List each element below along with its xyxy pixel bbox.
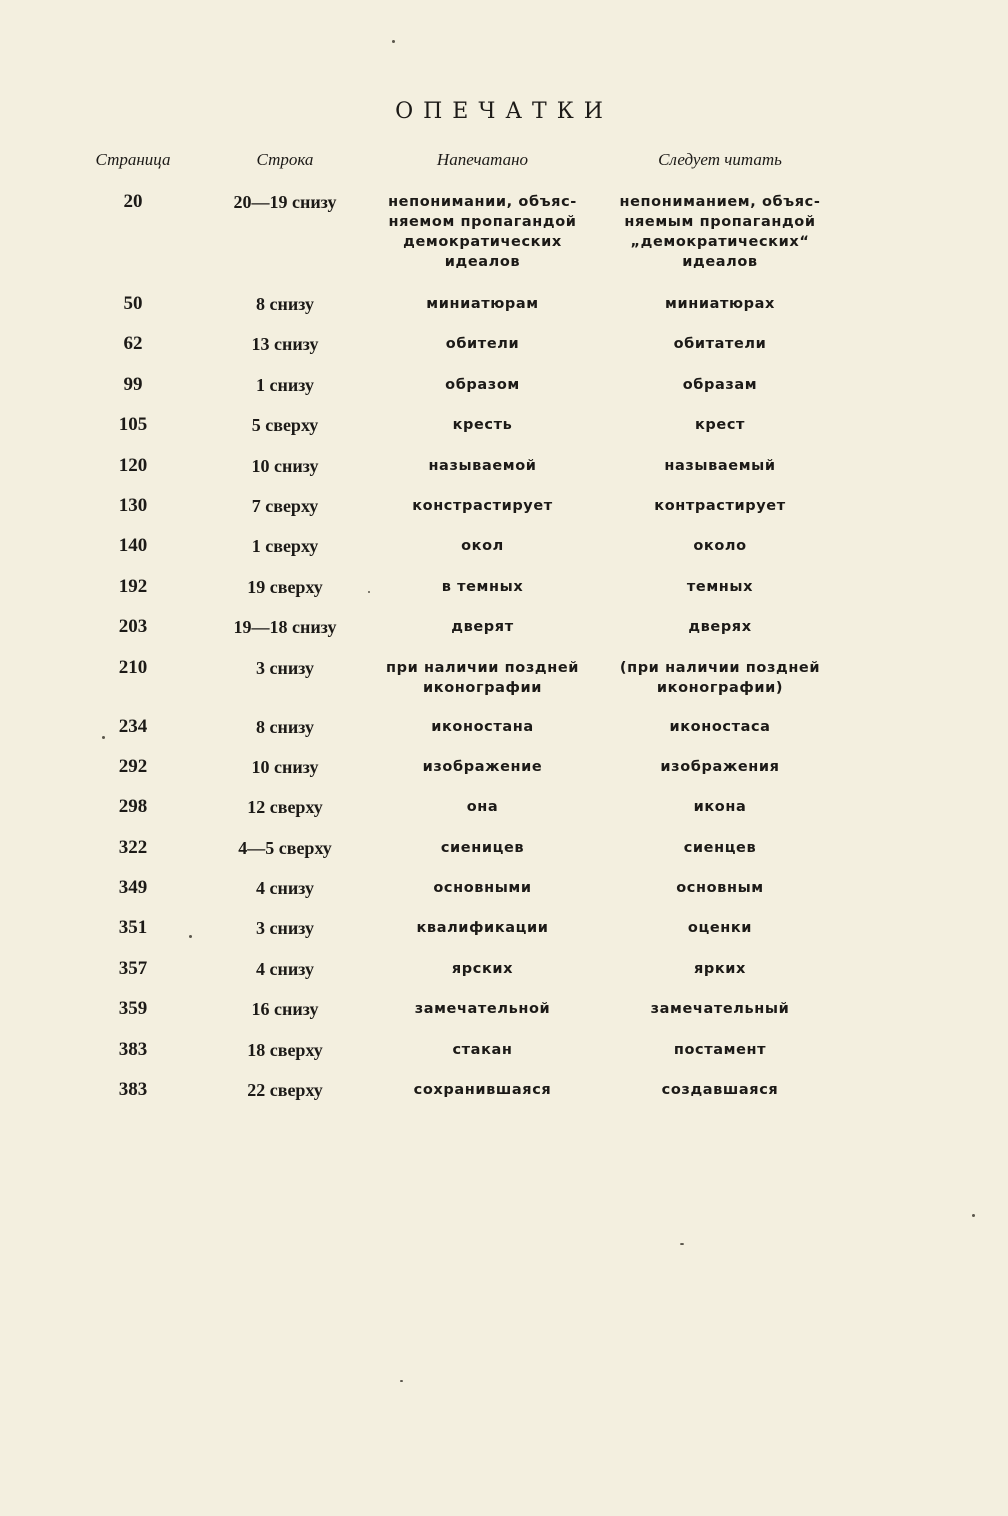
printed-text: основными xyxy=(433,880,532,897)
line-reference: 16 снизу xyxy=(251,999,319,1020)
table-row xyxy=(0,1078,1008,1118)
correct-text: иконостаса xyxy=(669,718,771,735)
printed-text: констрастирует xyxy=(412,497,553,514)
table-row xyxy=(0,836,1008,876)
table-row xyxy=(0,795,1008,835)
table-row xyxy=(0,715,1008,755)
printed-text: миниатюрам xyxy=(426,296,539,312)
header-printed: Напечатано xyxy=(436,150,529,169)
printed-text: иконостана xyxy=(431,718,534,735)
table-row xyxy=(0,656,1008,715)
line-reference: 5 сверху xyxy=(251,415,319,436)
table-row xyxy=(0,534,1008,574)
correct-text: миниатюрах xyxy=(665,296,775,312)
page-number: 383 xyxy=(118,1038,148,1060)
line-reference: 4—5 сверху xyxy=(238,837,332,858)
printed-text: стакан xyxy=(452,1041,513,1058)
page-number: 292 xyxy=(118,755,148,777)
scan-speck xyxy=(102,736,105,739)
printed-text: квалификации xyxy=(416,920,549,937)
printed-text: замечательной xyxy=(414,1001,551,1018)
header-line: Строка xyxy=(256,150,314,169)
printed-text: образом xyxy=(445,376,520,393)
line-reference: 10 снизу xyxy=(251,756,319,777)
scan-speck xyxy=(972,1214,975,1217)
line-reference: 18 сверху xyxy=(247,1039,323,1060)
page-number: 322 xyxy=(118,836,148,858)
scan-speck xyxy=(680,1243,684,1245)
header-page: Страница xyxy=(95,150,171,169)
page-number: 120 xyxy=(118,454,148,476)
correct-text: дверях xyxy=(688,619,752,636)
scan-speck xyxy=(189,935,192,938)
printed-text: дверят xyxy=(451,619,514,636)
line-reference: 3 снизу xyxy=(255,918,315,939)
page-number: 20 xyxy=(123,191,143,212)
line-reference: 22 сверху xyxy=(247,1080,323,1101)
printed-text: сохранившаяся xyxy=(413,1082,552,1099)
line-reference: 10 снизу xyxy=(251,455,319,476)
table-row xyxy=(0,876,1008,916)
correct-text: обитатели xyxy=(673,336,767,353)
line-reference: 13 снизу xyxy=(251,334,319,355)
page-number: 50 xyxy=(123,293,143,314)
correct-text: около xyxy=(693,538,747,555)
table-row xyxy=(0,957,1008,997)
page-number: 99 xyxy=(123,373,143,395)
line-reference: 12 сверху xyxy=(247,797,323,818)
printed-text: окол xyxy=(461,538,504,555)
scan-speck xyxy=(400,1380,403,1382)
table-row xyxy=(0,997,1008,1037)
table-row xyxy=(0,755,1008,795)
page-number: 62 xyxy=(123,333,143,355)
table-row xyxy=(0,190,1008,292)
correct-text: крест xyxy=(694,417,746,434)
correct-text: сиенцев xyxy=(683,839,757,856)
line-reference: 3 снизу xyxy=(255,657,315,678)
page-number: 210 xyxy=(118,656,148,678)
correct-text: называемый xyxy=(664,457,776,474)
line-reference: 19 сверху xyxy=(247,576,323,597)
header-correct: Следует читать xyxy=(658,150,782,169)
page-number: 140 xyxy=(118,535,148,557)
correct-text: оценки xyxy=(687,920,753,937)
table-row xyxy=(0,916,1008,956)
table-header xyxy=(0,150,1008,176)
line-reference: 1 снизу xyxy=(255,374,315,395)
printed-text: обители xyxy=(445,336,520,353)
table-row xyxy=(0,575,1008,615)
printed-text: называемой xyxy=(428,457,537,474)
printed-text: непонимании, объяс- няемом пропагандой демократических идеалов xyxy=(388,194,577,270)
page-number: 298 xyxy=(118,796,148,818)
printed-text: она xyxy=(466,799,499,816)
table-row xyxy=(0,292,1008,332)
page-number: 383 xyxy=(118,1079,148,1101)
correct-text: икона xyxy=(693,799,747,816)
printed-text: сиеницев xyxy=(440,839,525,856)
printed-text: в темных xyxy=(441,578,524,595)
page-number: 105 xyxy=(118,414,148,436)
page-title: ОПЕЧАТКИ xyxy=(395,99,613,124)
printed-text: кресть xyxy=(452,417,513,434)
line-reference: 1 сверху xyxy=(251,536,319,557)
line-reference: 19—18 снизу xyxy=(233,617,337,638)
page-number: 357 xyxy=(118,957,148,979)
page-number: 359 xyxy=(118,998,148,1020)
correct-text: постамент xyxy=(673,1041,767,1058)
correct-text: контрастирует xyxy=(654,497,786,514)
line-reference: 4 снизу xyxy=(255,878,315,899)
table-row xyxy=(0,332,1008,372)
line-reference: 8 снизу xyxy=(255,716,315,737)
correct-text: создавшаяся xyxy=(661,1082,779,1099)
table-row xyxy=(0,615,1008,655)
table-row xyxy=(0,494,1008,534)
page-number: 130 xyxy=(118,494,148,516)
scan-speck xyxy=(368,591,370,593)
correct-text: образам xyxy=(682,376,758,393)
page-number: 234 xyxy=(118,715,148,737)
correct-text: (при наличии поздней иконографии) xyxy=(619,659,821,696)
printed-text: при наличии поздней иконографии xyxy=(385,659,580,696)
errata-table-body xyxy=(0,190,1008,1118)
line-reference: 8 снизу xyxy=(255,294,315,314)
line-reference: 20—19 снизу xyxy=(233,192,337,212)
page-number: 192 xyxy=(118,575,148,597)
line-reference: 4 снизу xyxy=(255,958,315,979)
correct-text: изображения xyxy=(660,758,780,775)
correct-text: основным xyxy=(676,880,764,897)
correct-text: темных xyxy=(686,578,754,595)
printed-text: ярских xyxy=(451,960,514,977)
page-number: 349 xyxy=(118,877,148,899)
table-row xyxy=(0,373,1008,413)
correct-text: ярких xyxy=(693,960,747,977)
correct-text: непониманием, объяс- няемым пропагандой „демократических“ идеалов xyxy=(619,194,821,270)
page-number: 203 xyxy=(118,616,148,638)
table-row xyxy=(0,413,1008,453)
printed-text: изображение xyxy=(422,758,543,775)
table-row xyxy=(0,1038,1008,1078)
scan-speck xyxy=(392,40,395,43)
correct-text: замечательный xyxy=(650,1001,790,1018)
line-reference: 7 сверху xyxy=(251,495,319,516)
page-number: 351 xyxy=(118,917,148,939)
table-row xyxy=(0,454,1008,494)
